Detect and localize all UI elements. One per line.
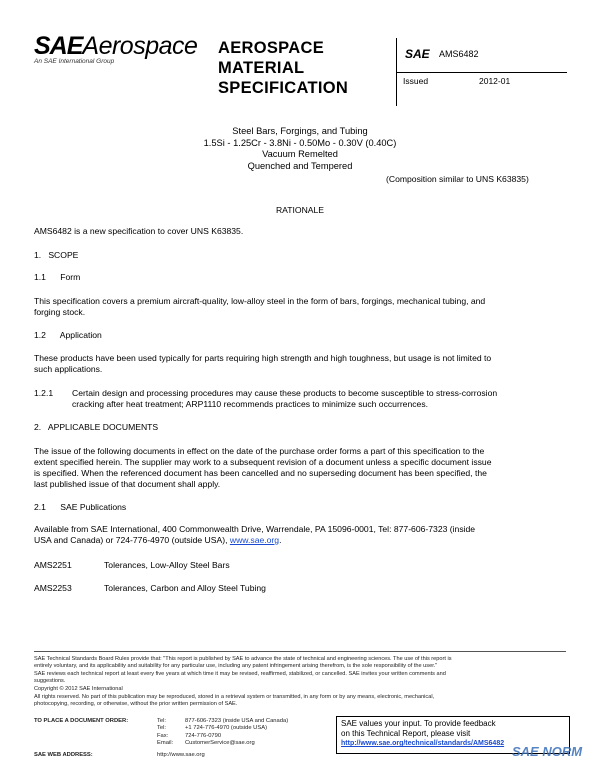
title-line: SPECIFICATION	[218, 79, 349, 97]
order-label: TO PLACE A DOCUMENT ORDER:	[34, 718, 129, 724]
availability-text-line: Available from SAE International, 400 Commonwealth Drive, Warrendale, PA 15096-0001, Tel: 877-606-7323 (inside	[34, 524, 476, 534]
tel-value: 877-606-7323 (inside USA and Canada)	[185, 718, 289, 724]
reference-row	[34, 560, 230, 571]
footer-text-line: suggestions.	[34, 678, 66, 684]
title-line-1: Steel Bars, Forgings, and Tubing	[232, 126, 368, 136]
footer-notice	[34, 656, 574, 708]
email-value[interactable]: CustomerService@sae.org	[185, 740, 255, 747]
title-line-3: Vacuum Remelted	[262, 149, 338, 159]
feedback-line: on this Technical Report, please visit	[341, 728, 471, 738]
sae-aerospace-logo	[34, 32, 204, 65]
contact-row	[34, 752, 354, 759]
tel-label: Tel:	[157, 718, 167, 724]
form-paragraph	[34, 296, 574, 318]
footer-text-line: SAE reviews each technical report at least every five years at which time it may be revised, reaffirmed, stabilized, or cancelled. SAE invites your written comments and	[34, 671, 446, 677]
subsection-text-line: cracking after heat treatment; ARP1110 recommends practices to minimize such occurrences.	[72, 399, 428, 409]
issued-label: Issued	[403, 76, 429, 86]
tel2-value: +1 724-776-4970 (outside USA)	[185, 725, 268, 732]
order-contacts	[34, 718, 354, 759]
document-number-box	[396, 38, 567, 73]
logo-aerospace-text: Aerospace	[82, 32, 198, 60]
issued-date: 2012-01	[479, 76, 511, 86]
footer-copyright: Copyright © 2012 SAE International	[34, 686, 123, 692]
footer-divider	[34, 651, 566, 652]
availability-period: .	[279, 535, 282, 545]
form-heading: 1.1 Form	[34, 272, 81, 282]
composition-note: (Composition similar to UNS K63835)	[386, 174, 529, 184]
logo-subtitle: An SAE International Group	[34, 58, 115, 65]
title-line-4: Quenched and Tempered	[247, 160, 353, 171]
scope-heading: 1. SCOPE	[34, 250, 79, 260]
tel2-label: Tel:	[157, 725, 167, 732]
application-heading: 1.2 Application	[34, 330, 102, 340]
application-text-line: such applications.	[34, 364, 103, 374]
feedback-line: SAE values your input. To provide feedback	[341, 719, 496, 728]
doc-sae-logo: SAE	[405, 47, 430, 61]
logo-sae-text: SAE	[34, 32, 83, 60]
fax-value: 724-776-0790	[185, 732, 222, 739]
doc-number: AMS6482	[439, 49, 479, 59]
footer-text-line: entirely voluntary, and its applicability and suitability for any particular use, including any patent infringement arising therefrom, is the sole responsibility of the user."	[34, 663, 438, 669]
footer-text-line: photocopying, recording, or otherwise, without the prior written permission of SAE.	[34, 701, 238, 707]
subsection-text-line: Certain design and processing procedures may cause these products to become susceptible to stress-corrosion	[72, 388, 498, 398]
reference-code: AMS2251	[34, 560, 72, 570]
web-label: SAE WEB ADDRESS:	[34, 751, 93, 758]
sae-website-link[interactable]: www.sae.org	[229, 535, 280, 545]
contact-row	[34, 733, 354, 740]
reference-title: Tolerances, Carbon and Alloy Steel Tubing	[104, 583, 266, 593]
email-label: Email:	[157, 740, 174, 747]
availability-text: USA and Canada) or 724-776-4970 (outside USA),	[34, 535, 230, 545]
document-type-title	[218, 38, 348, 98]
applicable-paragraph	[34, 446, 579, 490]
applicable-documents-heading: 2. APPLICABLE DOCUMENTS	[34, 422, 159, 432]
applicable-text-line: extent specified herein. The supplier may work to a subsequent revision of a document unless a specific document issue	[34, 457, 492, 467]
applicable-text-line: The issue of the following documents in effect on the date of the purchase order forms a part of this specification to the	[34, 446, 485, 456]
rationale-text: AMS6482 is a new specification to cover UNS K63835.	[34, 226, 244, 236]
issued-row	[396, 72, 567, 106]
sae-norm-watermark: SAE NORM	[512, 744, 583, 759]
availability-paragraph	[34, 524, 579, 546]
subsection-paragraph	[72, 388, 572, 410]
web-value[interactable]: //www.sae.org	[168, 751, 205, 758]
availability-text-line	[34, 535, 579, 546]
footer-text-line: All rights reserved. No part of this publication may be reproduced, stored in a retrieval system or transmitted, in any form or by any means, electronic, mechanical,	[34, 694, 435, 700]
application-text-line: These products have been used typically for parts requiring high strength and high toughness, but usage is not limited to	[34, 353, 492, 363]
fax-label: Fax:	[157, 732, 169, 739]
form-text-line: forging stock.	[34, 307, 86, 317]
title-line: AEROSPACE	[218, 39, 324, 57]
applicable-text-line: last published issue of that document shall apply.	[34, 479, 221, 489]
reference-row	[34, 583, 266, 594]
application-paragraph	[34, 353, 574, 375]
applicable-text-line: is specified. When the referenced document has been cancelled and no superseding document has been specified, the	[34, 468, 487, 478]
contact-row	[34, 725, 354, 732]
footer-text-line: SAE Technical Standards Board Rules provide that: "This report is published by SAE to advance the state of technical and engineering sciences. The use of this report is	[34, 656, 452, 662]
contact-row	[34, 718, 354, 725]
contact-row	[34, 740, 354, 747]
reference-code: AMS2253	[34, 583, 72, 593]
sae-publications-heading: 2.1 SAE Publications	[34, 502, 127, 512]
reference-title: Tolerances, Low-Alloy Steel Bars	[104, 560, 230, 570]
feedback-link[interactable]: http://www.sae.org/technical/standards/AMS6482	[341, 740, 505, 747]
title-line-2: 1.5Si - 1.25Cr - 3.8Ni - 0.50Mo - 0.30V (0.40C)	[203, 137, 397, 148]
title-line: MATERIAL	[218, 59, 305, 77]
rationale-heading: RATIONALE	[275, 205, 325, 215]
web-label-http: http:	[157, 751, 169, 758]
form-text-line: This specification covers a premium aircraft-quality, low-alloy steel in the form of bars, forgings, mechanical tubing, and	[34, 296, 486, 306]
subsection-number: 1.2.1	[34, 388, 54, 398]
material-title-block	[150, 126, 450, 172]
